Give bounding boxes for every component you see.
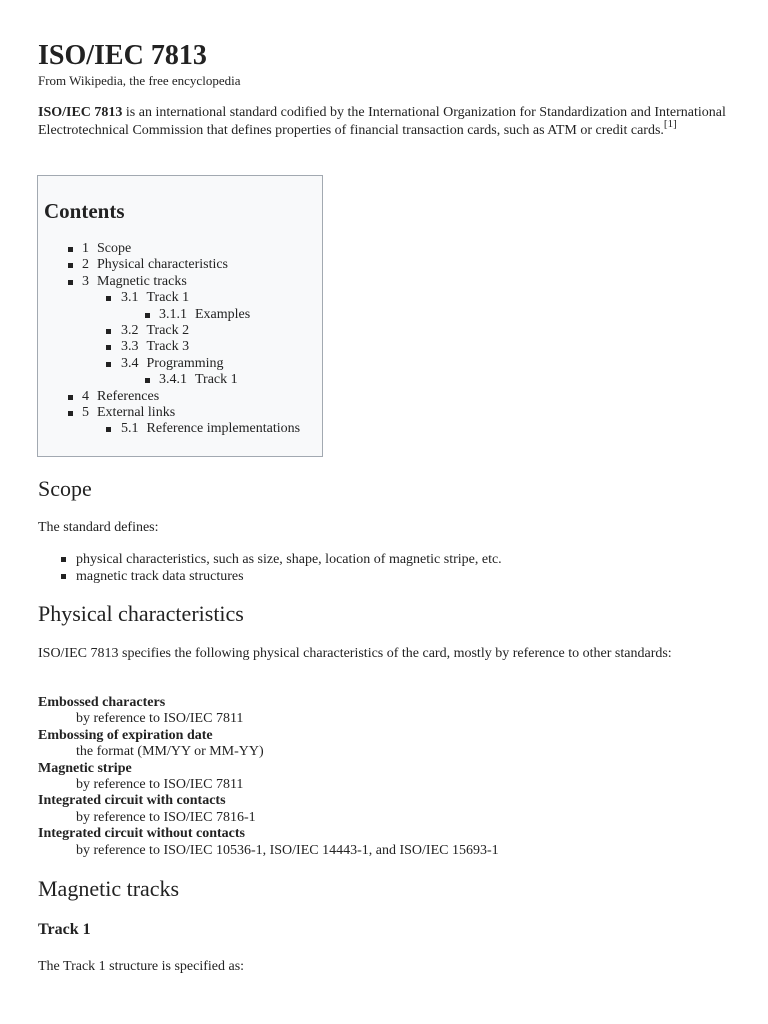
- toc-label: References: [97, 388, 160, 404]
- toc-label: External links: [97, 404, 176, 420]
- toc-link[interactable]: [121, 339, 189, 355]
- bullet-icon: [61, 557, 66, 562]
- bullet-icon: [106, 345, 111, 350]
- intro-text: is an international standard codified by the International Organization for Standardization and International Electrotechnical Commission that defines properties of financial transaction cards, such as ATM or credit cards.: [38, 105, 726, 138]
- track-1-text: The Track 1 structure is specified as:: [38, 959, 245, 974]
- definition-term: Magnetic stripe: [38, 760, 132, 776]
- physical-characteristics-list: [38, 694, 499, 858]
- definition-term: Integrated circuit without contacts: [38, 826, 245, 842]
- toc-link[interactable]: [82, 241, 131, 257]
- toc-link[interactable]: [82, 274, 187, 290]
- toc-link[interactable]: [121, 356, 224, 372]
- bullet-icon: [145, 378, 150, 383]
- toc-link[interactable]: [121, 323, 189, 339]
- toc-label: Track 3: [146, 339, 190, 355]
- toc-link[interactable]: [159, 307, 250, 323]
- section-heading-physical-characteristics: Physical characteristics: [38, 601, 244, 626]
- toc-link[interactable]: [82, 257, 228, 273]
- bullet-icon: [106, 329, 111, 334]
- scope-list: [38, 551, 502, 584]
- bullet-icon: [68, 263, 73, 268]
- toc-link[interactable]: [82, 405, 175, 421]
- toc-number: 1: [82, 241, 89, 256]
- section-heading-magnetic-tracks: Magnetic tracks: [38, 876, 180, 901]
- toc-number: 2: [82, 257, 89, 273]
- list-item: [38, 551, 502, 568]
- subsection-heading-track-1: Track 1: [38, 921, 91, 938]
- toc-label: Magnetic tracks: [97, 273, 187, 289]
- definition-term: Embossed characters: [38, 695, 166, 710]
- toc-number: 3.1.1: [159, 306, 187, 322]
- page-title: ISO/IEC 7813: [38, 40, 207, 71]
- list-item-text: magnetic track data structures: [76, 568, 244, 584]
- toc-number: 3.3: [121, 339, 139, 355]
- toc-link[interactable]: [121, 421, 300, 437]
- toc-number: 5.1: [121, 421, 139, 437]
- definition-description: by reference to ISO/IEC 10536-1, ISO/IEC 14443-1, and ISO/IEC 15693-1: [76, 842, 499, 858]
- definition-description: by reference to ISO/IEC 7811: [76, 711, 244, 727]
- definition-term: Embossing of expiration date: [38, 727, 213, 743]
- definition-description: by reference to ISO/IEC 7816-1: [76, 809, 256, 825]
- bullet-icon: [61, 574, 66, 579]
- toc-title: Contents: [44, 199, 125, 223]
- citation-link[interactable]: [1]: [663, 118, 677, 131]
- bullet-icon: [68, 280, 73, 285]
- toc-label: Scope: [97, 241, 132, 256]
- toc-label: Track 2: [146, 322, 190, 338]
- toc-label: Reference implementations: [146, 421, 301, 437]
- toc-link[interactable]: [159, 372, 238, 388]
- intro-bold-term: ISO/IEC 7813: [38, 105, 123, 120]
- toc-number: 3.4.1: [159, 372, 187, 388]
- toc-label: Programming: [146, 355, 224, 371]
- toc-number: 5: [82, 404, 89, 420]
- definition-description: the format (MM/YY or MM-YY): [76, 744, 264, 760]
- toc-number: 3: [82, 273, 89, 289]
- bullet-icon: [106, 427, 111, 432]
- toc-link[interactable]: [82, 389, 159, 405]
- bullet-icon: [68, 395, 73, 400]
- toc-number: 3.4: [121, 355, 139, 371]
- bullet-icon: [145, 313, 150, 318]
- section-heading-scope: Scope: [38, 476, 92, 501]
- toc-number: 3.1: [121, 290, 139, 306]
- bullet-icon: [68, 247, 73, 252]
- bullet-icon: [68, 411, 73, 416]
- toc-label: Track 1: [195, 372, 238, 388]
- toc-number: 3.2: [121, 322, 139, 338]
- physical-characteristics-text: ISO/IEC 7813 specifies the following physical characteristics of the card, mostly by reference to other standards:: [38, 646, 672, 661]
- scope-text: The standard defines:: [38, 520, 159, 535]
- toc-label: Examples: [195, 306, 251, 322]
- definition-description: by reference to ISO/IEC 7811: [76, 776, 244, 792]
- bullet-icon: [106, 296, 111, 301]
- list-item-text: physical characteristics, such as size, shape, location of magnetic stripe, etc.: [76, 552, 502, 567]
- table-of-contents: [37, 175, 323, 457]
- page-subtitle: From Wikipedia, the free encyclopedia: [38, 73, 241, 88]
- list-item: [38, 568, 502, 585]
- toc-label: Physical characteristics: [97, 257, 229, 273]
- toc-number: 4: [82, 388, 89, 404]
- intro-paragraph: [38, 104, 728, 140]
- toc-label: Track 1: [146, 290, 190, 306]
- bullet-icon: [106, 362, 111, 367]
- definition-term: Integrated circuit with contacts: [38, 793, 226, 809]
- toc-link[interactable]: [121, 290, 189, 306]
